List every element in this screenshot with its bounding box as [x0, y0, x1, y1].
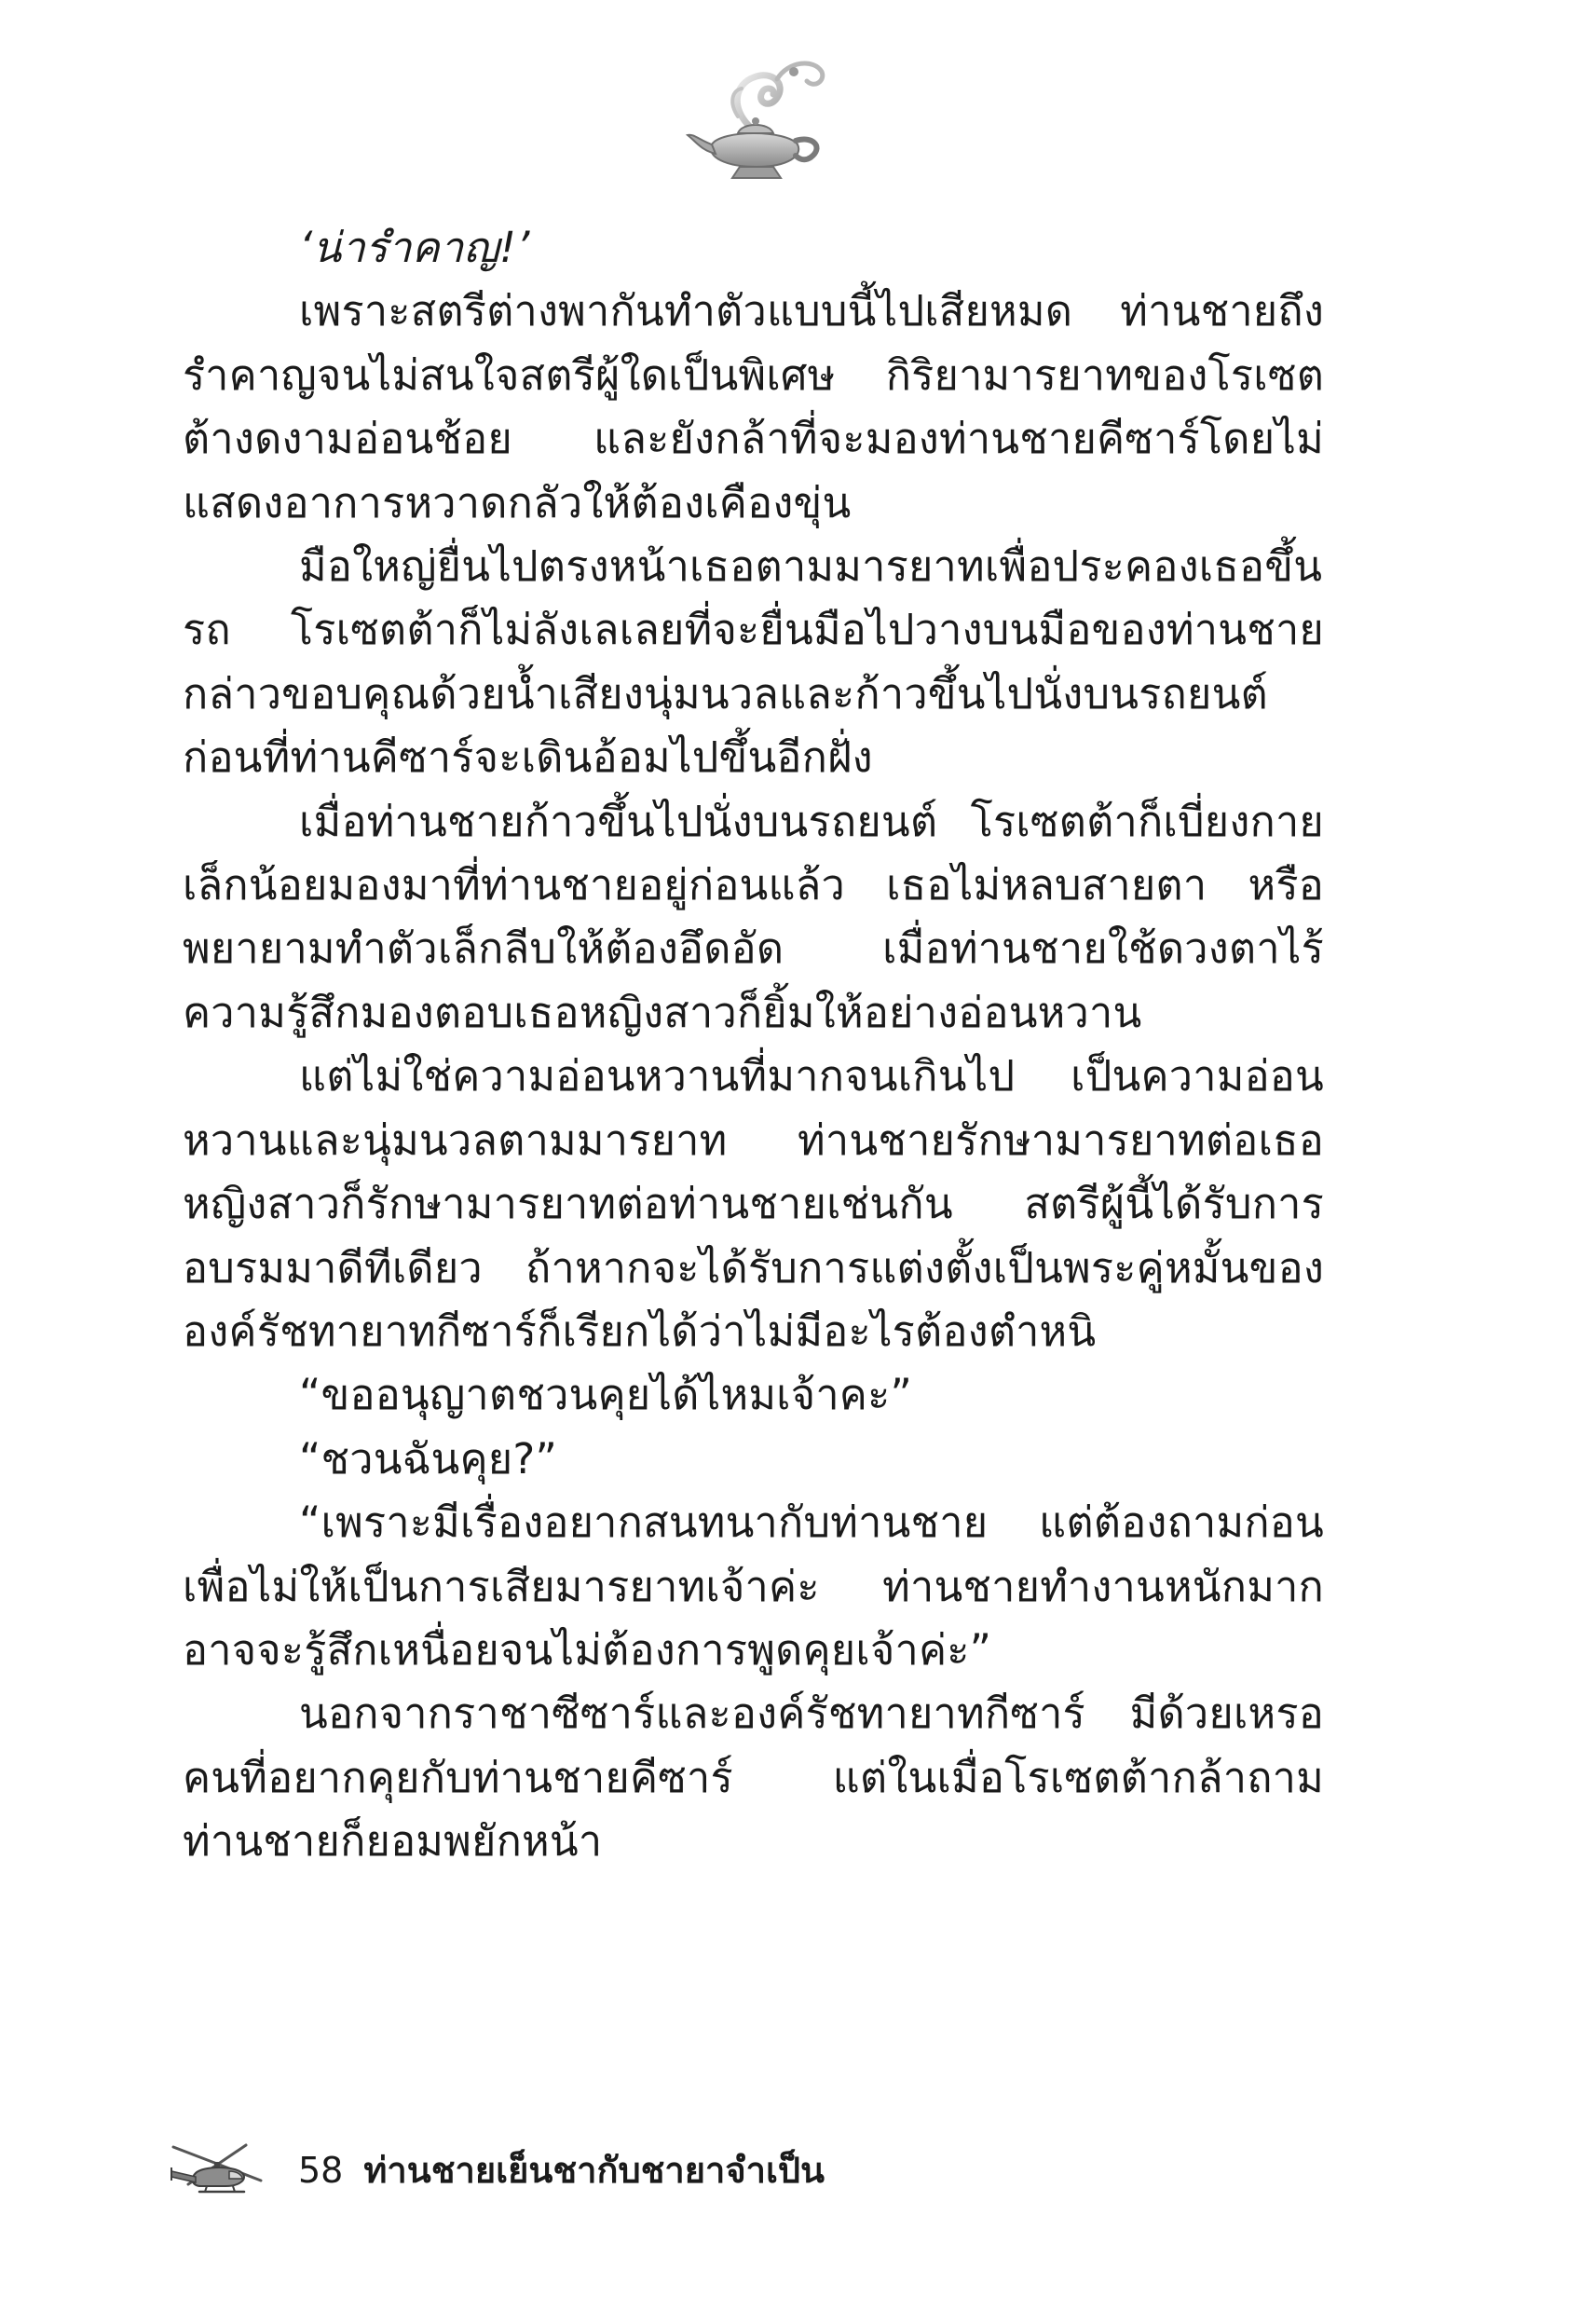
paragraph: แต่ไม่ใช่ความอ่อนหวานที่มากจนเกินไป เป็นความอ่อนหวานและนุ่มนวลตามมารยาท ท่านชายรักษามารยาทต่อเธอ หญิงสาวก็รักษามารยาทต่อท่านชายเช่นกัน สตรีผู้นี้ได้รับการอบรมมาดีทีเดียว ถ้าหากจะได้รับการแต่งตั้งเป็นพระคู่หมั้นขององค์รัชทายาทกีซาร์ก็เรียกได้ว่าไม่มีอะไรต้องตำหนิ [183, 1051, 1324, 1356]
genie-lamp-icon [684, 51, 833, 186]
dialogue-paragraph: “เพราะมีเรื่องอยากสนทนากับท่านชาย แต่ต้องถามก่อนเพื่อไม่ให้เป็นการเสียมารยาทเจ้าค่ะ ท่านชายทำงานหนักมาก อาจจะรู้สึกเหนื่อยจนไม่ต้องการพูดคุยเจ้าค่ะ” [183, 1497, 1324, 1675]
paragraph: มือใหญ่ยื่นไปตรงหน้าเธอตามมารยาทเพื่อประคองเธอขึ้นรถ โรเซตต้าก็ไม่ลังเลเลยที่จะยื่นมือไปวางบนมือของท่านชาย กล่าวขอบคุณด้วยน้ำเสียงนุ่มนวลและก้าวขึ้นไปนั่งบนรถยนต์ ก่อนที่ท่านคีซาร์จะเดินอ้อมไปขึ้นอีกฝั่ง [183, 541, 1324, 783]
dialogue-line: “ชวนฉันคุย?” [299, 1433, 557, 1484]
chapter-body [183, 216, 1324, 1874]
paragraph: เมื่อท่านชายก้าวขึ้นไปนั่งบนรถยนต์ โรเซตต้าก็เบี่ยงกายเล็กน้อยมองมาที่ท่านชายอยู่ก่อนแล้ว เธอไม่หลบสายตา หรือพยายามทำตัวเล็กลีบให้ต้องอึดอัด เมื่อท่านชายใช้ดวงตาไร้ความรู้สึกมองตอบเธอหญิงสาวก็ยิ้มให้อย่างอ่อนหวาน [183, 796, 1324, 1037]
page-footer [168, 2143, 1006, 2208]
helicopter-icon [168, 2143, 268, 2197]
paragraph: ‘น่ารำคาญ!’ [299, 223, 530, 272]
paragraph: เพราะสตรีต่างพากันทำตัวแบบนี้ไปเสียหมด ท่านชายถึงรำคาญจนไม่สนใจสตรีผู้ใดเป็นพิเศษ กิริยามารยาทของโรเซตต้างดงามอ่อนช้อย และยังกล้าที่จะมองท่านชายคีซาร์โดยไม่แสดงอาการหวาดกลัวให้ต้องเคืองขุ่น [183, 286, 1324, 527]
page-number: 58 [298, 2150, 344, 2191]
dialogue-line: “ขออนุญาตชวนคุยได้ไหมเจ้าคะ” [299, 1370, 912, 1420]
book-title: ท่านชายเย็นชากับชายาจำเป็น [363, 2150, 825, 2191]
footer-text [298, 2147, 825, 2194]
paragraph: นอกจากราชาซีซาร์และองค์รัชทายาทกีซาร์ มีด้วยเหรอคนที่อยากคุยกับท่านชายคีซาร์ แต่ในเมื่อโรเซตต้ากล้าถาม ท่านชายก็ยอมพยักหน้า [183, 1689, 1324, 1867]
